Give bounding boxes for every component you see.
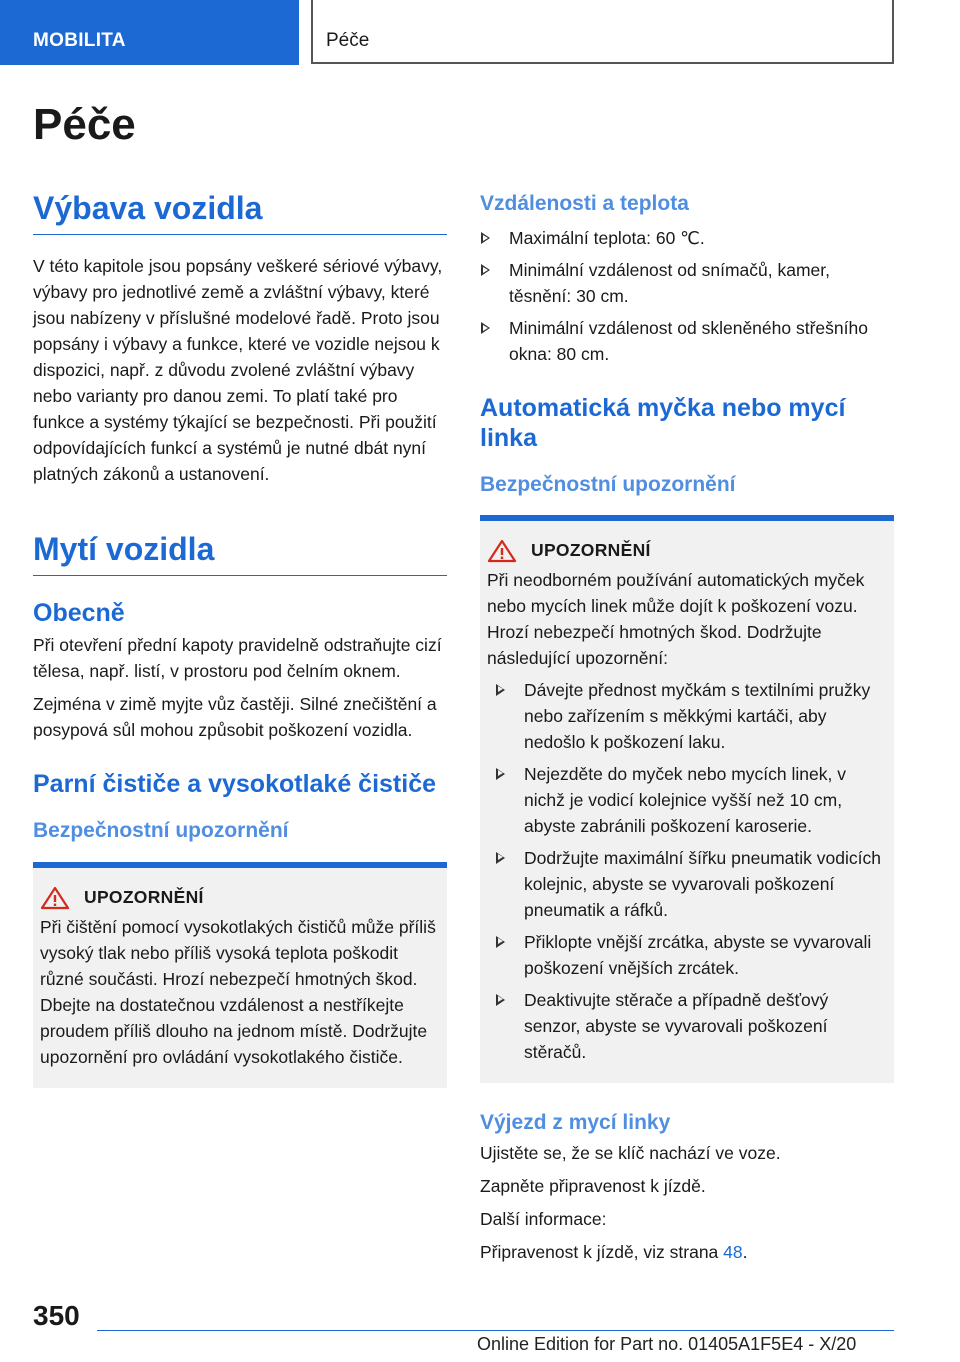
heading-vyjezd: Výjezd z mycí linky xyxy=(480,1110,671,1134)
heading-parni-cistice: Parní čističe a vysokotlaké čističe xyxy=(33,769,437,798)
obecne-paragraph-1: Při otevření přední kapoty pravidelně odstraňujte cizí tělesa, např. listí, v prostoru pod čelním oknem. xyxy=(33,634,442,681)
list-item xyxy=(495,929,884,981)
list-item-text: Maximální teplota: 60 ℃. xyxy=(509,228,705,249)
obecne-paragraph-2: Zejména v zimě myjte vůz častěji. Silné znečištění a posypová sůl mohou způsobit poškození vozidla. xyxy=(33,693,437,740)
bullet-triangle-icon xyxy=(496,768,505,780)
footer-edition: Online Edition for Part no. 01405A1F5E4 - X/20 xyxy=(477,1334,857,1354)
header-section-label: MOBILITA xyxy=(33,30,126,51)
warning-header-left xyxy=(40,886,437,910)
left-column xyxy=(33,190,447,1088)
warning-label-left: UPOZORNĚNÍ xyxy=(84,887,204,908)
heading-automaticka-mycka: Automatická myčka nebo mycí linka xyxy=(480,394,846,453)
warning-label-right: UPOZORNĚNÍ xyxy=(531,540,651,561)
vybava-text: V této kapitole jsou popsány veškeré sériové výbavy, výbavy pro jednotlivé země a zvláštní výbavy, které jsou nabízeny v příslušné modelové řadě. Proto jsou popsány i výbavy a funkce, které ve vozidle nejsou k dispozici, např. z důvodu zvolené zvláštní výbavy nebo varianty pro danou zemi. To platí také pro funkce a systémy týkající se bezpečnosti. Při použití odpovídajících funkcí a systémů je nutné dbát nyní platných zákonů a ustanovení. xyxy=(33,255,443,484)
list-item-text: Dávejte přednost myčkám s textilními pružky nebo zařízením s měkkými kartáči, aby nedošlo k poškození laku. xyxy=(524,679,871,752)
list-item xyxy=(480,225,894,251)
vyjezd-paragraph-4 xyxy=(480,1239,894,1265)
header-chapter-label: Péče xyxy=(326,30,370,51)
vyjezd-reference-end: . xyxy=(742,1241,748,1262)
bullet-triangle-icon xyxy=(481,264,490,276)
bullet-triangle-icon xyxy=(481,322,490,334)
list-item xyxy=(495,761,884,839)
vyjezd-paragraph-3: Další informace: xyxy=(480,1208,607,1229)
list-item-text: Deaktivujte stěrače a případně dešťový senzor, abyste se vyvarovali poškození stěračů. xyxy=(524,989,829,1062)
list-item xyxy=(480,257,894,309)
list-item xyxy=(495,987,884,1065)
page-number: 350 xyxy=(33,1300,80,1331)
list-item xyxy=(495,845,884,923)
bullet-triangle-icon xyxy=(496,852,505,864)
vyjezd-reference-text: Připravenost k jízdě, viz strana xyxy=(480,1241,724,1262)
vyjezd-paragraph-2: Zapněte připravenost k jízdě. xyxy=(480,1175,706,1196)
heading-obecne: Obecně xyxy=(33,598,125,627)
warning-text-left: Při čištění pomocí vysokotlakých čističů může příliš vysoký tlak nebo příliš vysoká teplota poškodit různé součásti. Hrozí nebezpečí hmotných škod. Dbejte na dostatečnou vzdálenost a nestříkejte proudem příliš dlouho na jednom místě. Dodržujte upozornění pro ovládání vysokotlakého čističe. xyxy=(40,916,436,1067)
heading-bezpecnostni-right: Bezpečnostní upozornění xyxy=(480,473,736,497)
list-item xyxy=(495,677,884,755)
page-reference-link[interactable]: 48 xyxy=(723,1241,743,1262)
list-item-text: Minimální vzdálenost od skleněného střešního okna: 80 cm. xyxy=(509,318,868,365)
heading-bezpecnostni-left: Bezpečnostní upozornění xyxy=(33,818,289,842)
vzdalenosti-list xyxy=(480,225,894,367)
warning-text-right: Při neodborném používání automatických myček nebo mycích linek může dojít k poškození vozu. Hrozí nebezpečí hmotných škod. Dodržujte následující upozornění: xyxy=(487,569,865,668)
list-item xyxy=(480,315,894,367)
warning-list-right xyxy=(487,677,884,1065)
warning-triangle-icon xyxy=(487,539,517,563)
vyjezd-paragraph-1: Ujistěte se, že se klíč nachází ve voze. xyxy=(480,1142,781,1163)
warning-box-right xyxy=(480,515,894,1083)
heading-vybava: Výbava vozidla xyxy=(33,190,447,235)
bullet-triangle-icon xyxy=(481,232,490,244)
footer-divider xyxy=(97,1330,894,1331)
bullet-triangle-icon xyxy=(496,994,505,1006)
list-item-text: Nejezděte do myček nebo mycích linek, v nichž je vodicí kolejnice vyšší než 10 cm, abyste zabránili poškození karoserie. xyxy=(524,763,846,836)
list-item-text: Minimální vzdálenost od snímačů, kamer, těsnění: 30 cm. xyxy=(509,260,830,307)
page-title: Péče xyxy=(33,100,136,149)
heading-myti: Mytí vozidla xyxy=(33,531,447,576)
right-column xyxy=(480,190,894,1265)
bullet-triangle-icon xyxy=(496,684,505,696)
header-chapter-box xyxy=(311,0,894,64)
list-item-text: Přiklopte vnější zrcátka, abyste se vyvarovali poškození vnějších zrcátek. xyxy=(524,931,872,978)
heading-vzdalenosti: Vzdálenosti a teplota xyxy=(480,192,689,215)
warning-header-right xyxy=(487,539,884,563)
header-section-tab xyxy=(0,0,299,65)
warning-triangle-icon xyxy=(40,886,70,910)
bullet-triangle-icon xyxy=(496,936,505,948)
list-item-text: Dodržujte maximální šířku pneumatik vodicích kolejnic, abyste se vyvarovali poškození pneumatik a ráfků. xyxy=(524,847,881,920)
warning-box-left xyxy=(33,862,447,1088)
